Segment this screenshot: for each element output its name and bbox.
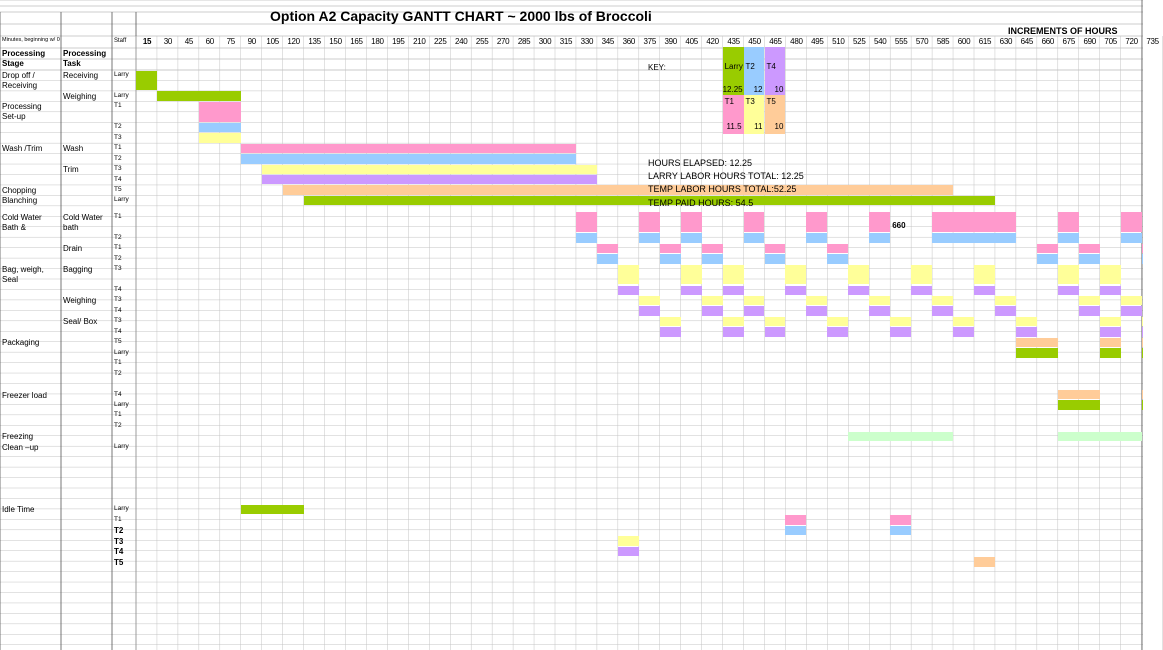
staff-label: T4 xyxy=(114,327,122,335)
gantt-bar-t4 xyxy=(890,327,911,336)
annotation-660: 660 xyxy=(892,220,906,230)
gantt-bar-t3 xyxy=(974,265,995,285)
gantt-bar-t4 xyxy=(932,306,953,315)
x-tick-label: 165 xyxy=(350,37,363,46)
staff-label: T1 xyxy=(114,515,122,523)
staff-label: Larry xyxy=(114,91,129,99)
summary-box xyxy=(648,157,804,210)
gantt-bar-t1 xyxy=(1079,244,1100,253)
task-label: Weighing xyxy=(63,91,97,101)
gantt-bar-larry xyxy=(1058,400,1100,409)
stage-header: Processing Stage xyxy=(2,49,46,68)
stage-label: Processing Set-up xyxy=(2,102,42,122)
task-label: Receiving xyxy=(63,71,99,80)
gantt-bar-t2 xyxy=(932,233,1016,242)
x-tick-label: 480 xyxy=(790,37,803,46)
staff-label: T3 xyxy=(114,296,122,304)
key-value: 12.25 xyxy=(722,85,743,94)
x-tick-label: 15 xyxy=(142,37,152,46)
x-tick-label: 630 xyxy=(999,37,1013,46)
x-tick-label: 660 xyxy=(1041,37,1055,46)
gantt-bar-t3 xyxy=(765,317,786,326)
gantt-bar-t3 xyxy=(723,265,744,285)
x-tick-label: 690 xyxy=(1083,37,1096,46)
staff-label: T3 xyxy=(114,317,122,325)
summary-line: TEMP LABOR HOURS TOTAL:52.25 xyxy=(648,184,797,195)
gantt-bar-t4 xyxy=(262,175,597,184)
gantt-bar-t1 xyxy=(785,515,806,524)
x-tick-label: 120 xyxy=(287,37,300,46)
gantt-bar-t2 xyxy=(827,254,848,263)
gantt-bar-t4 xyxy=(681,286,702,295)
key-value: 10 xyxy=(774,85,784,94)
staff-label: T1 xyxy=(114,244,122,252)
x-tick-label: 315 xyxy=(559,37,573,46)
task-label: Cold Water bath xyxy=(63,212,103,232)
x-tick-label: 405 xyxy=(685,37,698,46)
gantt-bar-t1 xyxy=(932,212,1016,232)
x-tick-label: 45 xyxy=(184,37,194,46)
gantt-bar-t4 xyxy=(1100,286,1121,295)
staff-label: Larry xyxy=(114,505,129,513)
stage-label: Wash /Trim xyxy=(2,144,43,154)
staff-label: T4 xyxy=(114,175,122,183)
gantt-bar-t2 xyxy=(199,123,241,132)
gantt-bar-t1 xyxy=(1037,244,1058,253)
gantt-bar-t1 xyxy=(639,212,660,232)
key-label: KEY: xyxy=(648,63,666,72)
x-tick-label: 525 xyxy=(853,37,866,46)
gantt-bar-t4 xyxy=(660,327,681,336)
staff-label: T4 xyxy=(114,306,122,314)
gantt-bar-t1 xyxy=(806,212,827,232)
gantt-bar-t2 xyxy=(890,526,911,535)
gantt-bar-t3 xyxy=(911,265,932,285)
x-tick-label: 555 xyxy=(894,37,908,46)
staff-label: T1 xyxy=(114,102,122,110)
gantt-bar-t2 xyxy=(702,254,723,263)
gantt-bar-t4 xyxy=(618,286,639,295)
x-tick-label: 60 xyxy=(205,37,214,46)
gantt-bar-t3 xyxy=(723,317,744,326)
gantt-bar-t1 xyxy=(890,515,911,524)
increments-label: INCREMENTS OF HOURS xyxy=(1008,26,1118,36)
gantt-bar-t2 xyxy=(576,233,597,242)
gantt-bar-t1 xyxy=(1058,212,1079,232)
gantt-bar-larry xyxy=(1100,348,1121,357)
x-tick-label: 510 xyxy=(832,37,845,46)
x-tick-label: 585 xyxy=(936,37,950,46)
gantt-bar-t3 xyxy=(806,296,827,305)
gantt-bar-t2 xyxy=(765,254,786,263)
staff-label: T5 xyxy=(114,338,122,346)
x-tick-label: 30 xyxy=(163,37,173,46)
stage-label: Bag, weigh, Seal xyxy=(2,265,44,285)
gantt-bar-t1 xyxy=(702,244,723,253)
gantt-bar-larry xyxy=(241,505,304,514)
gantt-bar-t4 xyxy=(618,547,639,556)
gantt-bar-t1 xyxy=(199,102,241,122)
x-tick-label: 645 xyxy=(1020,37,1034,46)
gantt-bar-t2 xyxy=(241,154,576,163)
task-header: Processing Task xyxy=(63,49,107,68)
gantt-bar-t3 xyxy=(618,265,639,285)
x-tick-label: 75 xyxy=(226,37,235,46)
x-tick-label: 570 xyxy=(915,37,929,46)
gantt-bar-t4 xyxy=(1079,306,1100,315)
gantt-bar-t4 xyxy=(639,306,660,315)
gantt-bar-t1 xyxy=(681,212,702,232)
x-tick-label: 330 xyxy=(580,37,594,46)
gantt-bar-t3 xyxy=(199,133,241,142)
x-tick-label: 150 xyxy=(329,37,342,46)
gantt-bar-t4 xyxy=(953,327,974,336)
staff-label: T1 xyxy=(114,411,122,419)
stage-label: Idle Time xyxy=(2,505,35,515)
gantt-bar-t1 xyxy=(827,244,848,253)
gantt-bar-t3 xyxy=(660,317,681,326)
x-tick-label: 210 xyxy=(413,37,426,46)
x-tick-label: 300 xyxy=(538,37,552,46)
gantt-bar-freezing xyxy=(1058,432,1142,441)
x-tick-label: 600 xyxy=(957,37,971,46)
key-value: 11 xyxy=(754,122,763,131)
staff-label: Larry xyxy=(114,400,129,408)
stage-label: Cold Water Bath & xyxy=(2,212,42,232)
gantt-bar-t3 xyxy=(744,296,765,305)
gantt-bar-t5 xyxy=(1016,338,1058,347)
gantt-bar-t4 xyxy=(848,286,869,295)
key-name: T2 xyxy=(745,62,755,71)
key-name: T4 xyxy=(766,62,776,71)
x-tick-label: 495 xyxy=(811,37,824,46)
x-tick-label: 90 xyxy=(247,37,256,46)
key-name: Larry xyxy=(724,62,743,71)
task-label: Seal/ Box xyxy=(63,317,98,327)
staff-label: Staff xyxy=(114,38,127,44)
gantt-bar-t3 xyxy=(681,265,702,285)
gantt-bar-t1 xyxy=(765,244,786,253)
gantt-bar-t4 xyxy=(723,286,744,295)
summary-line: HOURS ELAPSED: 12.25 xyxy=(648,158,753,168)
x-tick-label: 240 xyxy=(454,37,468,46)
gantt-bar-t3 xyxy=(995,296,1016,305)
staff-label: T2 xyxy=(114,369,122,377)
x-tick-label: 735 xyxy=(1146,37,1159,46)
x-tick-label: 720 xyxy=(1125,37,1138,46)
x-tick-label: 345 xyxy=(601,37,615,46)
gantt-bar-t4 xyxy=(869,306,890,315)
gantt-bar-t4 xyxy=(806,306,827,315)
gantt-bar-t2 xyxy=(681,233,702,242)
x-tick-label: 465 xyxy=(769,37,782,46)
gantt-bar-t5 xyxy=(974,557,995,566)
staff-label: T4 xyxy=(114,390,122,398)
gantt-bar-freezing xyxy=(848,432,953,441)
gantt-bar-t2 xyxy=(1058,233,1079,242)
x-tick-label: 675 xyxy=(1062,37,1075,46)
staff-label: T2 xyxy=(114,526,124,536)
gantt-bar-t2 xyxy=(869,233,890,242)
gantt-bar-t2 xyxy=(660,254,681,263)
gantt-bar-larry xyxy=(136,71,157,91)
x-tick-label: 195 xyxy=(392,37,405,46)
gantt-bar-t4 xyxy=(1121,306,1142,315)
gantt-bar-t1 xyxy=(241,144,576,153)
gantt-bar-larry xyxy=(157,91,241,100)
chart-title: Option A2 Capacity GANTT CHART ~ 2000 lbs of Broccoli xyxy=(270,8,652,24)
gantt-bar-t2 xyxy=(639,233,660,242)
x-tick-label: 135 xyxy=(308,37,321,46)
gantt-bar-t4 xyxy=(702,306,723,315)
x-tick-label: 435 xyxy=(727,37,740,46)
gantt-bar-t4 xyxy=(974,286,995,295)
staff-label: T5 xyxy=(114,557,124,567)
x-tick-label: 450 xyxy=(748,37,761,46)
task-label: Weighing xyxy=(63,296,97,306)
x-tick-label: 270 xyxy=(496,37,510,46)
gantt-bar-t2 xyxy=(785,526,806,535)
x-tick-label: 255 xyxy=(475,37,489,46)
task-label: Drain xyxy=(63,244,83,254)
staff-label: T3 xyxy=(114,165,122,173)
x-tick-label: 105 xyxy=(266,37,279,46)
task-label: Bagging xyxy=(63,265,93,275)
key-name: T1 xyxy=(724,97,734,106)
gantt-bar-t2 xyxy=(597,254,618,263)
gantt-bar-t4 xyxy=(995,306,1016,315)
key-value: 11.5 xyxy=(726,122,742,131)
x-tick-label: 420 xyxy=(706,37,719,46)
x-tick-label: 615 xyxy=(978,37,992,46)
staff-label: T2 xyxy=(114,123,122,131)
minutes-label: Minutes, beginning w/ 0 xyxy=(2,37,60,43)
gantt-bar-t5 xyxy=(283,185,953,194)
x-tick-label: 225 xyxy=(434,37,447,46)
x-tick-label: 390 xyxy=(664,37,677,46)
key-name: T3 xyxy=(745,97,755,106)
staff-label: T3 xyxy=(114,265,122,273)
gantt-bar-t5 xyxy=(1058,390,1100,399)
gantt-bar-t3 xyxy=(1016,317,1037,326)
staff-label: T4 xyxy=(114,286,122,293)
key-value: 10 xyxy=(774,122,784,131)
gantt-bar-t4 xyxy=(765,327,786,336)
gantt-bar-t3 xyxy=(639,296,660,305)
key-value: 12 xyxy=(753,85,763,94)
stage-label: Packaging xyxy=(2,338,40,348)
x-tick-label: 375 xyxy=(643,37,656,46)
gantt-bar-t2 xyxy=(1121,233,1142,242)
staff-label: Larry xyxy=(114,196,129,204)
gantt-bar-t3 xyxy=(1100,317,1121,326)
gantt-bar-t1 xyxy=(744,212,765,232)
x-tick-label: 705 xyxy=(1104,37,1117,46)
gantt-bar-t4 xyxy=(785,286,806,295)
gantt-bar-t3 xyxy=(869,296,890,305)
task-label: Trim xyxy=(63,165,79,175)
stage-label: Freezing xyxy=(2,432,34,442)
gantt-bar-t3 xyxy=(1100,265,1121,285)
staff-label: T2 xyxy=(114,421,122,429)
gantt-bar-t5 xyxy=(1100,338,1121,347)
gantt-bar-larry xyxy=(1016,348,1058,357)
stage-label: Drop off / Receiving xyxy=(2,71,38,90)
x-tick-label: 180 xyxy=(371,37,384,46)
gantt-bar-t3 xyxy=(1079,296,1100,305)
gantt-bar-t1 xyxy=(597,244,618,253)
staff-label: T4 xyxy=(114,547,124,557)
staff-label: T2 xyxy=(114,233,122,241)
gantt-bar-t4 xyxy=(1058,286,1079,295)
staff-label: T5 xyxy=(114,185,122,193)
stage-label: Chopping xyxy=(2,185,37,195)
gantt-bar-t1 xyxy=(1121,212,1142,232)
gantt-bar-t1 xyxy=(660,244,681,253)
gantt-bar-t3 xyxy=(890,317,911,326)
gantt-bar-t3 xyxy=(1121,296,1142,305)
x-tick-label: 285 xyxy=(517,37,531,46)
gantt-bar-t3 xyxy=(262,165,597,174)
gantt-bar-t4 xyxy=(744,306,765,315)
staff-label: Larry xyxy=(114,71,129,78)
staff-label: T1 xyxy=(114,359,122,367)
gantt-bar-t3 xyxy=(932,296,953,305)
gantt-bar-t2 xyxy=(744,233,765,242)
gantt-bar-t2 xyxy=(1037,254,1058,263)
gantt-bar-t3 xyxy=(1058,265,1079,285)
x-tick-label: 540 xyxy=(873,37,887,46)
staff-label: T1 xyxy=(114,144,122,152)
staff-label: T2 xyxy=(114,254,122,262)
summary-line: LARRY LABOR HOURS TOTAL: 12.25 xyxy=(648,171,804,182)
stage-label: Blanching xyxy=(2,196,38,206)
task-label: Wash xyxy=(63,144,84,154)
staff-label: T3 xyxy=(114,536,124,546)
x-tick-label: 360 xyxy=(622,37,636,46)
gantt-bar-t4 xyxy=(723,327,744,336)
gantt-bar-t3 xyxy=(702,296,723,305)
gantt-bar-t4 xyxy=(827,327,848,336)
gantt-bar-t4 xyxy=(1016,327,1037,336)
gantt-bar-t3 xyxy=(827,317,848,326)
gantt-bar-t3 xyxy=(953,317,974,326)
gantt-bar-t1 xyxy=(869,212,890,232)
gantt-bar-t3 xyxy=(785,265,806,285)
stage-label: Freezer load xyxy=(2,390,47,400)
stage-label: Clean –up xyxy=(2,442,39,452)
staff-label: T1 xyxy=(114,212,122,220)
gantt-bar-t1 xyxy=(576,212,597,232)
staff-label: T3 xyxy=(114,133,122,141)
gantt-bar-t2 xyxy=(806,233,827,242)
gantt-bar-t4 xyxy=(911,286,932,295)
staff-label: Larry xyxy=(114,442,129,450)
gantt-bar-t2 xyxy=(1079,254,1100,263)
staff-label: T2 xyxy=(114,154,122,162)
gantt-bar-t4 xyxy=(1100,327,1121,336)
gantt-bar-t3 xyxy=(848,265,869,285)
key-name: T5 xyxy=(766,97,776,106)
staff-label: Larry xyxy=(114,348,129,356)
summary-line: TEMP PAID HOURS: 54.5 xyxy=(648,197,754,208)
gantt-bar-t3 xyxy=(618,536,639,545)
